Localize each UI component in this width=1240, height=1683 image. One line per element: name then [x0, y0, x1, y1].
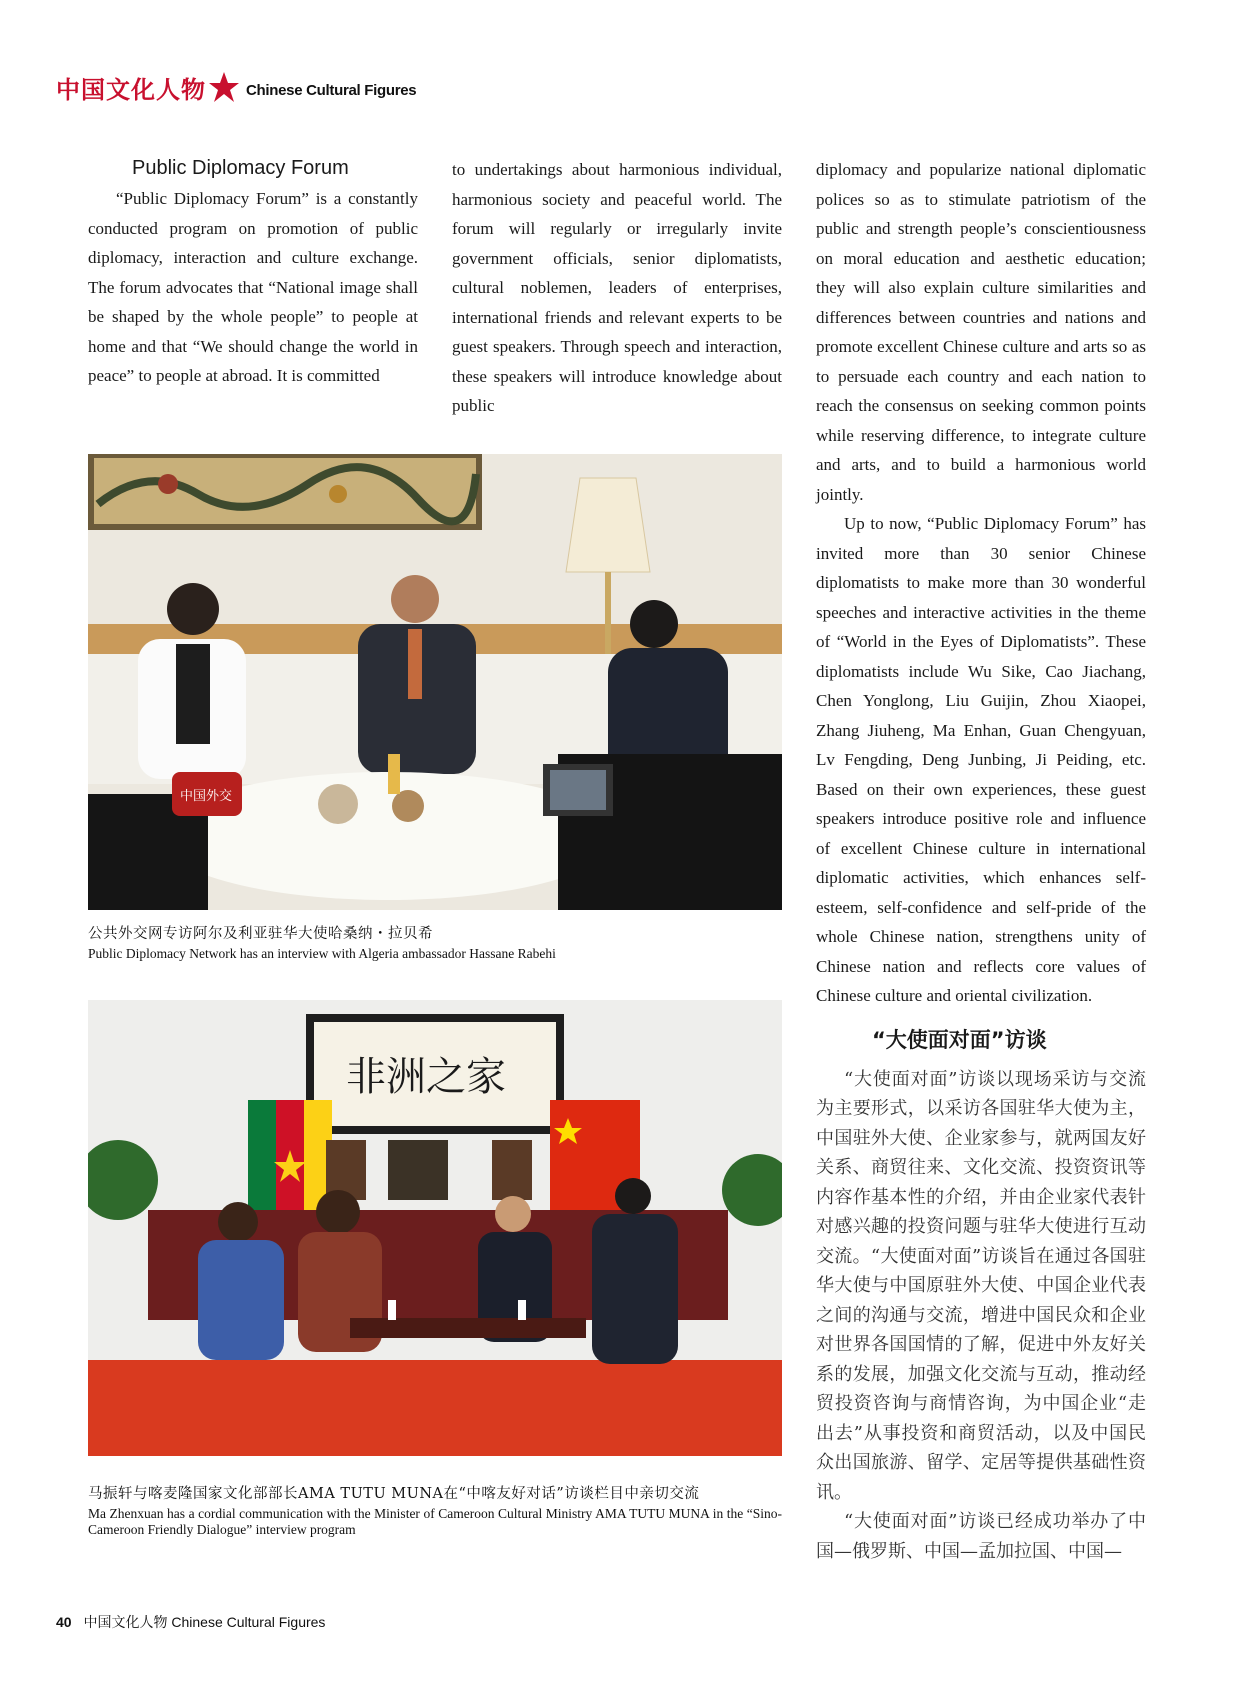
caption-english-photo-2: Ma Zhenxuan has a cordial communication with the Minister of Cameroon Cultural Ministry AMA TUTU MUNA in the “Sino-Cameroon Friendly Dialogue” interview program [88, 1506, 782, 1537]
paragraph-chinese: “大使面对面”访谈以现场采访与交流为主要形式，以采访各国驻华大使为主，中国驻外大使、企业家参与，就两国友好关系、商贸往来、文化交流、投资资讯等内容作基本性的介绍，并由企业家代表针对感兴趣的投资问题与驻华大使进行互动交流。“大使面对面”访谈旨在通过各国驻华大使与中国原驻外大使、中国企业代表之间的沟通与交流，增进中国民众和企业对世界各国国情的了解，促进中外友好关系的发展，加强文化交流与互动，推动经贸投资咨询与商情咨询，为中国企业“走出去”从事投资和商贸活动，以及中国民众出国旅游、留学、定居等提供基础性资讯。 [816, 1068, 1146, 1503]
paragraph: Up to now, “Public Diplomacy Forum” has invited more than 30 senior Chinese diplomatists to make more than 30 wonderful speeches and interactive activities in the theme of “World in the Eyes of Diplomatists”. These diplomatists include Wu Sike, Cao Jiachang, Chen Yonglong, Liu Guijin, Zhou Xiaopei, Zhang Jiuheng, Ma Enhan, Guan Chengyuan, Lv Fengding, Deng Junbing, Ji Peiding, etc. Based on their own experiences, these guest speakers introduce positive role and influence of excellent Chinese culture in international diplomatic activities, which enhances self-esteem, self-confidence and self-pride of the whole Chinese nation, strengthens unity of Chinese nation and reflects core values of Chinese culture and oriental civilization. [816, 514, 1146, 1005]
footer-magazine-chinese: 中国文化人物 [83, 1615, 168, 1631]
text-column-1 [88, 154, 418, 391]
brand-english: Chinese Cultural Figures [246, 81, 417, 99]
section-title-ambassador-face-to-face: “大使面对面”访谈 [872, 1027, 1047, 1052]
caption-english-photo-1: Public Diplomacy Network has an interview with Algeria ambassador Hassane Rabehi [88, 946, 556, 961]
red-star-icon [208, 71, 240, 103]
photo-sino-cameroon-dialogue [88, 1000, 782, 1456]
paragraph: to undertakings about harmonious individual, harmonious society and peaceful world. The forum will regularly or irregularly invite government officials, senior diplomatists, cultural noblemen, leaders of enterprises, international friends and relevant experts to be guest speakers. Through speech and interaction, these speakers will introduce knowledge about public [452, 160, 782, 415]
caption-chinese-photo-1: 公共外交网专访阿尔及利亚驻华大使哈桑纳・拉贝希 [88, 926, 433, 942]
page-footer [56, 1612, 325, 1632]
paragraph-chinese: “大使面对面”访谈已经成功举办了中国—俄罗斯、中国—孟加拉国、中国— [816, 1511, 1146, 1562]
brand-chinese: 中国文化人物 [56, 74, 206, 104]
calligraphy-text: 非洲之家 [346, 1054, 506, 1100]
paragraph: diplomacy and popularize national diplomatic polices so as to stimulate patriotism of the public and strength people’s conscientiousness on moral education and aesthetic education; they will also explain culture similarities and differences between countries and nations and promote excellent Chinese culture and arts so as to persuade each country and each nation to reach the consensus on seeking common points while reserving difference, to integrate culture and arts, and to build a harmonious world jointly. [816, 160, 1146, 504]
paragraph: “Public Diplomacy Forum” is a constantly conducted program on promotion of public diplomacy, interaction and culture exchange. The forum advocates that “National image shall be shaped by the whole people” to people at home and that “We should change the world in peace” to people at abroad. It is committed [88, 189, 418, 385]
photo-interview-algeria-ambassador [88, 454, 782, 910]
caption-chinese-photo-2: 马振轩与喀麦隆国家文化部部长AMA TUTU MUNA在“中喀友好对话”访谈栏目中亲切交流 [88, 1486, 700, 1502]
footer-magazine-english: Chinese Cultural Figures [171, 1614, 326, 1630]
magazine-header [56, 70, 416, 104]
text-column-2 [452, 155, 782, 421]
section-title-public-diplomacy-forum: Public Diplomacy Forum [132, 157, 349, 179]
page-number: 40 [56, 1614, 72, 1630]
text-column-3 [816, 155, 1146, 1566]
microphone-label: 中国外交 [180, 789, 233, 804]
